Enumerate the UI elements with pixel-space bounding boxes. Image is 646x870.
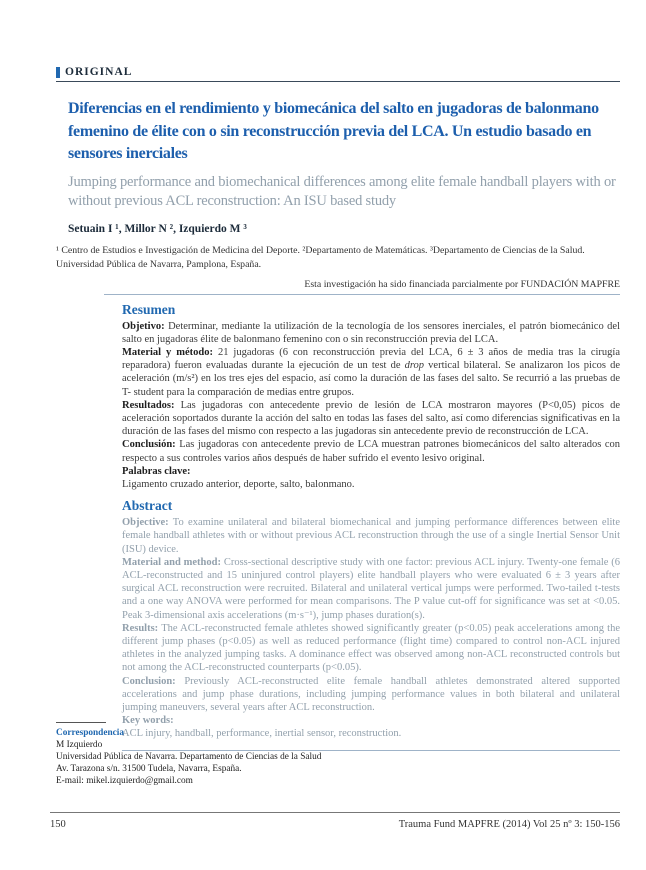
abstract-paragraph: Material y método: 21 jugadoras (6 con reconstrucción previa del LCA, 6 ± 3 años de media tras la cirugía reparadora) fueron evaluadas durante la ejecución de un test de drop vertical bilateral. Se analizaron los picos de aceleración (m/s²) en los tres ejes del espacio, así como la duración de las fases del salto. Se recurrió a las pruebas de T- student para la comparación de medias entre grupos. [122,346,621,398]
correspondence-lines [56,739,456,787]
section-header [56,66,620,78]
affiliation-line-1: ¹ Centro de Estudios e Investigación de Medicina del Deporte. ²Departamento de Matemáticas. ³Departamento de Ciencias de la Salud. [56,244,585,256]
section-label: ORIGINAL [65,66,133,78]
resumen-section [122,302,620,492]
correspondence-rule [56,722,106,723]
abstract-paragraph: Conclusión: Las jugadoras con antecedente previo de LCA muestran patrones biomecánicos del salto alterados con respecto a sus controles varios años después de haber sufrido el evento lesivo original. [122,439,620,464]
section-marker-icon [56,67,60,78]
header-rule [56,81,620,82]
correspondence-line: Universidad Pública de Navarra. Departamento de Ciencias de la Salud [56,752,322,762]
abstract-paragraph: Results: The ACL-reconstructed female athletes showed significantly greater (p<0.05) peak accelerations among the different jump phases (p<0.05) as well as reduced performance (flight time) compared to control non-ACL injured athletes in the analyzed jumping tasks. A dominance effect was observed among non-ACL reconstructed controls but not among the ACL-reconstructed counterparts (p<0.05). [122,622,621,674]
resumen-heading: Resumen [122,301,176,317]
article-title-english: Jumping performance and biomechanical differences among elite female handball players with or without previous ACL reconstruction: An ISU based study [68,173,616,209]
abstract-paragraphs [122,516,620,740]
keywords-text: ACL injury, handball, performance, inertial sensor, reconstruction. [122,728,402,740]
abstract-paragraph: Material and method: Cross-sectional descriptive study with one factor: previous ACL injury. Twenty-one female (6 ACL-reconstructed and 15 uninjured control players) elite handball players who were evaluated 6 ± 3 years after surgical ACL reconstruction were recruited. Bilateral and unilateral vertical jumps were performed. Two-tailed t-tests and a one way ANOVA were performed for mean comparisons. The P value cut-off for significance was set at <0.05. Peak 3-dimensional axis accelerations (m·s⁻¹), jump phases duration(s). [122,556,621,621]
page-footer [50,812,620,830]
correspondence-line: Av. Tarazona s/n. 31500 Tudela, Navarra, España. [56,764,242,774]
funding-note: Esta investigación ha sido financiada parcialmente por FUNDACIÓN MAPFRE [104,279,620,295]
abstract-paragraph: Objective: To examine unilateral and bilateral biomechanical and jumping performance differences between elite female handball athletes with or without previous ACL reconstruction through the use of a single Inertial Sensor Unit (ISU) device. [122,517,620,555]
authors-line: Setuain I ¹, Millor N ², Izquierdo M ³ [68,222,247,235]
abstract-paragraph: Objetivo: Determinar, mediante la utilización de la tecnología de los sensores inerciales, el patrón biomecánico del salto en jugadoras élite de balonmano femenino con o sin reconstrucción previa del LCA. [122,320,621,345]
abstract-paragraph: Resultados: Las jugadoras con antecedente previo de lesión de LCA mostraron mayores (P<0,05) picos de aceleración soportados durante la acción del salto en todas las fases del salto, así como diferencias significativas en la duración de las fases del mismo con respecto a las jugadoras sin antecedente previo de reconstrucción de LCA. [122,399,620,438]
correspondence-line: M Izquierdo [56,740,103,750]
affiliation-line-2: Universidad Pública de Navarra, Pamplona, España. [56,258,262,270]
abstracts [122,302,620,751]
footer-page-number: 150 [50,819,66,830]
abstract-section [122,498,620,740]
abstract-heading: Abstract [122,498,173,514]
keywords-label: Palabras clave: [122,465,191,477]
abstract-paragraph: Conclusion: Previously ACL-reconstructed elite female handball athletes demonstrated altered supported accelerations and jump phase durations, including jumping performance values in both bilateral and unilateral jumping maneuvers, several years after ACL reconstruction. [122,675,621,713]
correspondence-heading: Correspondencia [56,728,125,738]
keywords-label: Key words: [122,715,174,727]
footer-journal-ref: Trauma Fund MAPFRE (2014) Vol 25 nº 3: 150-156 [398,819,620,830]
article-title-spanish: Diferencias en el rendimiento y biomecánica del salto en jugadoras de balonmano femenino de élite con o sin reconstrucción previa del LCA. Un estudio basado en sensores inerciales [68,100,599,162]
correspondence-block [56,722,456,787]
correspondence-line: E-mail: mikel.izquierdo@gmail.com [56,776,193,786]
resumen-paragraphs [122,320,620,492]
affiliations [56,244,620,272]
keywords-text: Ligamento cruzado anterior, deporte, salto, balonmano. [122,478,355,490]
